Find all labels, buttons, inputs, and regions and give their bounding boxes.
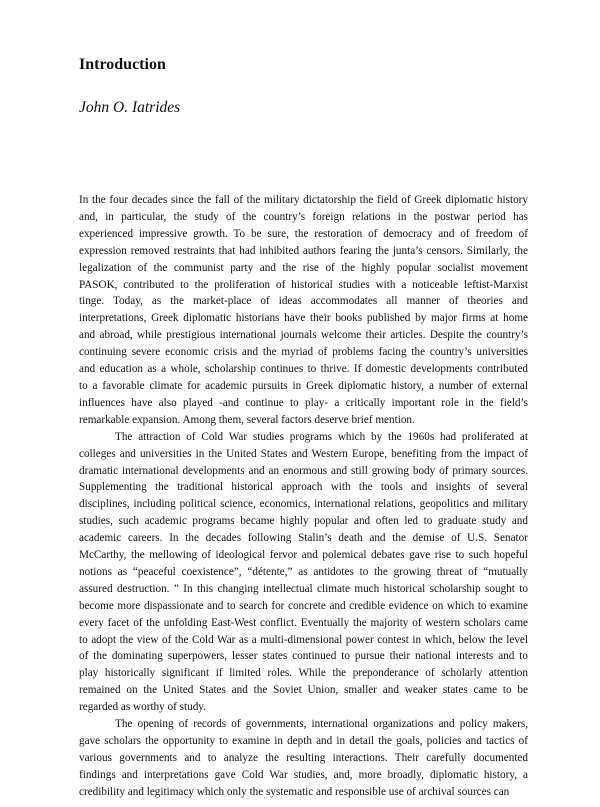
- text-line: academic careers. In the decades following Stalin’s death and the demise of U.S. Senator: [79, 532, 528, 545]
- text-line: every facet of the unfolding East-West conflict. Eventually the majority of western scholars came: [79, 616, 528, 629]
- text-line: interpretations, Greek diplomatic historians have their books published by major firms at home: [79, 312, 528, 325]
- text-line: remarkable expansion. Among them, several factors deserve brief mention.: [79, 413, 415, 426]
- text-line: remained on the United States and the Soviet Union, smaller and weaker states came to be: [79, 684, 528, 697]
- text-line: findings and interpretations gave Cold War studies, and, more broadly, diplomatic history, a: [79, 768, 528, 781]
- text-line: gave scholars the opportunity to examine in depth and in detail the goals, policies and tactics of: [79, 735, 528, 747]
- text-line: Supplementing the traditional historical approach with the tools and insights of several: [79, 481, 528, 494]
- text-line: tinge. Today, as the market-place of ideas accommodates all manner of theories and: [79, 295, 528, 308]
- text-line: credibility and legitimacy which only the systematic and responsible use of archival sources can: [79, 785, 510, 798]
- body-paragraph: [79, 429, 528, 716]
- text-line: colleges and universities in the United States and Western Europe, benefiting from the impact of: [79, 447, 528, 460]
- text-line: play historically significant if limited roles. While the preponderance of scholarly attention: [79, 667, 528, 680]
- body-text: [79, 192, 528, 801]
- text-line: disciplines, including political science, economics, international relations, geopolitics and military: [79, 498, 528, 511]
- text-line: and abroad, while prestigious international journals welcome their articles. Despite the country’s: [79, 329, 528, 342]
- text-line: The opening of records of governments, international organizations and policy makers,: [115, 718, 528, 731]
- text-line: PASOK, contributed to the proliferation of historical studies with a noticeable leftist-Marxist: [79, 278, 528, 291]
- text-line: notions as “peaceful coexistence”, “détente,” as antidotes to the growing threat of “mutually: [79, 565, 528, 578]
- text-line: legalization of the communist party and the rise of the highly popular socialist movement: [79, 261, 528, 274]
- body-paragraph: [79, 192, 528, 429]
- text-line: various governments and to analyze the resulting interactions. Their carefully documented: [79, 751, 528, 764]
- text-line: to a favorable climate for academic pursuits in Greek diplomatic history, a number of external: [79, 379, 528, 392]
- text-line: and, in particular, the study of the country’s foreign relations in the postwar period has: [79, 210, 528, 223]
- author-name: John O. Iatrides: [79, 99, 181, 116]
- text-line: become more dispassionate and to search for concrete and credible evidence on which to examine: [79, 599, 528, 612]
- text-line: and education as a whole, scholarship continues to thrive. If domestic developments contributed: [79, 363, 528, 376]
- text-line: regarded as worthy of study.: [79, 701, 206, 714]
- body-paragraph: [79, 716, 528, 801]
- text-line: McCarthy, the mellowing of ideological fervor and polemical debates gave rise to such hopeful: [79, 549, 528, 562]
- text-line: assured destruction. ” In this changing intellectual climate much historical scholarship sought to: [79, 582, 528, 595]
- text-line: influences have also played -and continue to play- a critically important role in the field’s: [79, 396, 528, 409]
- text-line: expression removed restraints that had inhibited authors fearing the junta’s censors. Similarly, the: [79, 244, 528, 257]
- text-line: dramatic international developments and an enormous and still growing body of primary sources.: [79, 464, 528, 477]
- text-line: continuing severe economic crisis and the myriad of problems facing the country’s universities: [79, 346, 528, 359]
- text-line: to adopt the view of the Cold War as a multi-dimensional power contest in which, below the level: [79, 633, 528, 646]
- section-heading: Introduction: [79, 56, 166, 73]
- text-line: of the dominating superpowers, lesser states continued to pursue their national interests and to: [79, 650, 528, 663]
- text-line: studies, such academic programs became highly popular and often led to graduate study and: [79, 515, 528, 528]
- text-line: In the four decades since the fall of the military dictatorship the field of Greek diplomatic history: [79, 194, 528, 206]
- text-line: The attraction of Cold War studies programs which by the 1960s had proliferated at: [115, 430, 528, 443]
- text-line: experienced impressive growth. To be sure, the restoration of democracy and of freedom of: [79, 227, 528, 240]
